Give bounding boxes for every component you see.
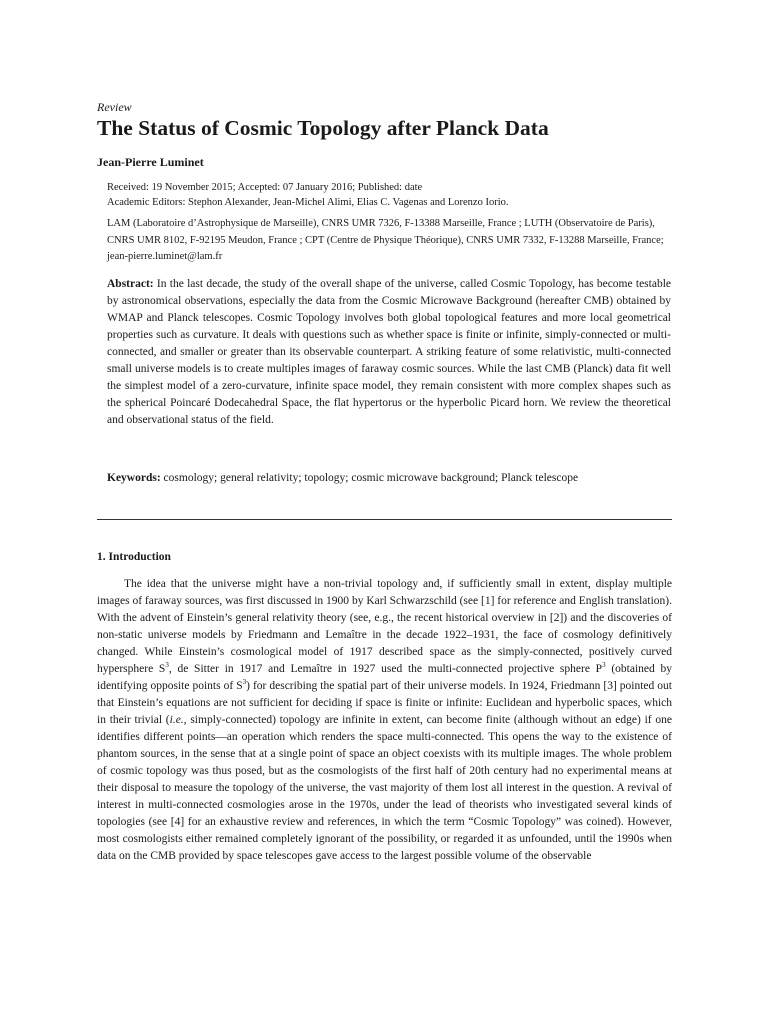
publication-dates: Received: 19 November 2015; Accepted: 07 January 2016; Published: date <box>107 182 423 193</box>
publication-meta <box>107 180 672 210</box>
superscript-3: 3 <box>242 678 247 687</box>
intro-text-4: ) for describing the spatial part of their universe models. In 1924, Friedmann [3] pointed out that Einstein’s equations are not sufficient for deciding if space is finite or infinite: Euclidean and hyperbolic spaces, which in their trivial ( <box>97 680 672 726</box>
divider-rule <box>97 519 672 520</box>
intro-text-1: The idea that the universe might have a non-trivial topology and, if sufficiently small in extent, display multiple images of faraway sources, was first discussed in 1900 by Karl Schwarzschild (see [1] for reference and English translation). With the advent of Einstein’s general relativity theory (see, e.g., the recent historical overview in [2]) and the discoveries of non-static universe models by Friedmann and Lemaître in the decade 1922–1931, the face of cosmology definitively changed. While Einstein’s cosmological model of 1917 described space as the simply-connected, positively curved hypersphere S <box>97 578 672 675</box>
intro-italic-ie: i.e., <box>169 714 187 726</box>
keywords-label: Keywords: <box>107 472 161 484</box>
author-name: Jean-Pierre Luminet <box>97 155 204 169</box>
introduction-paragraph <box>97 576 672 865</box>
superscript-3: 3 <box>165 661 169 670</box>
abstract <box>107 276 671 429</box>
intro-text-5: simply-connected) topology are infinite in extent, can become finite (although without an edge) if one identifies different points—an operation which renders the space multi-connected. This opens the way to the existence of phantom sources, in the sense that at a single point of space an object coexists with its multiple images. The whole problem of cosmic topology was thus posed, but as the cosmologists of the first half of 20th century had no experimental means at their disposal to measure the topology of the universe, the vast majority of them lost all interest in the question. A revival of interest in multi-connected cosmologies arose in the 1970s, under the lead of theorists who investigated several kinds of topologies (see [4] for an exhaustive review and references, in which the term “Cosmic Topology” was coined). However, most cosmologists either remained completely ignorant of the possibility, or regarded it as unfounded, until the 1990s when data on the CMB provided by space telescopes gave access to the largest possible volume of the observable <box>97 714 672 862</box>
abstract-text: In the last decade, the study of the overall shape of the universe, called Cosmic Topology, has become testable by astronomical observations, especially the data from the Cosmic Microwave Background (hereafter CMB) obtained by WMAP and Planck telescopes. Cosmic Topology involves both global topological features and more local geometrical properties such as curvature. It deals with questions such as whether space is finite or infinite, simply-connected or multi-connected, and smaller or greater than its observable counterpart. A striking feature of some relativistic, multi-connected small universe models is to create multiples images of faraway cosmic sources. While the last CMB (Planck) data fit well the simplest model of a zero-curvature, infinite space model, they remain consistent with more complex shapes such as the spherical Poincaré Dodecahedral Space, the flat hypertorus or the hyperbolic Picard horn. We review the theoretical and observational status of the field. <box>107 278 671 426</box>
article-type: Review <box>97 100 132 114</box>
abstract-label: Abstract: <box>107 278 154 290</box>
intro-text-2: , de Sitter in 1917 and Lemaître in 1927 used the multi-connected projective sphere P <box>168 663 603 675</box>
superscript-3: 3 <box>602 661 606 670</box>
affiliation: LAM (Laboratoire d’Astrophysique de Marseille), CNRS UMR 7326, F-13388 Marseille, France ; LUTH (Observatoire de Paris), CNRS UMR 8102, F-92195 Meudon, France ; CPT (Centre de Physique Théorique), CNRS UMR 7332, F-13288 Marseille, France; jean-pierre.luminet@lam.fr <box>107 218 664 262</box>
intro-text-3: (obtained by identifying opposite points of S <box>97 663 673 692</box>
section-heading-introduction: 1. Introduction <box>97 551 171 563</box>
keywords <box>107 470 671 487</box>
keywords-text: cosmology; general relativity; topology; cosmic microwave background; Planck telescope <box>163 472 579 484</box>
academic-editors: Academic Editors: Stephon Alexander, Jean-Michel Alimi, Elias C. Vagenas and Lorenzo Iorio. <box>107 197 509 208</box>
paper-title: The Status of Cosmic Topology after Planck Data <box>97 116 549 140</box>
